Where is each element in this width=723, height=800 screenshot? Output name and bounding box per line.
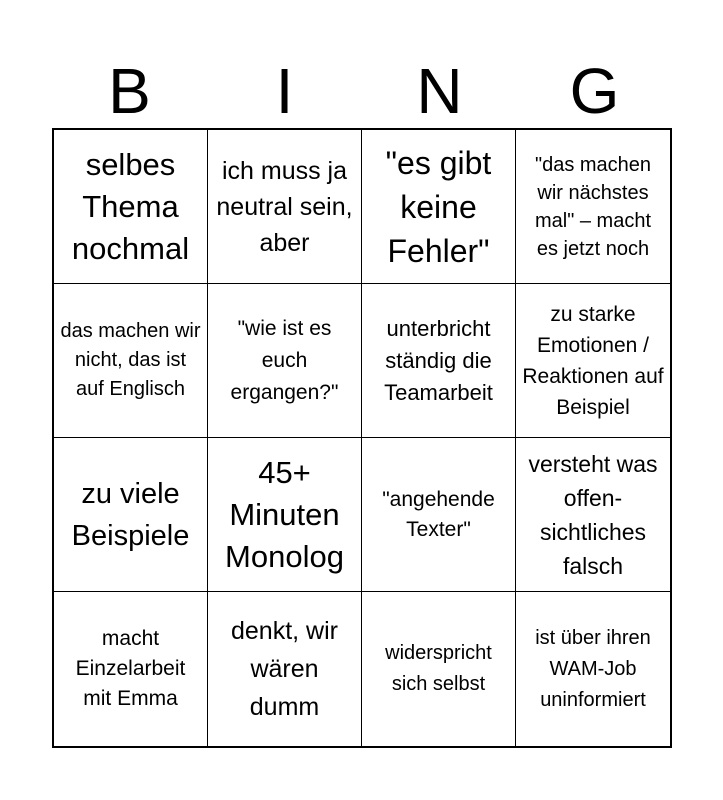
bingo-cell[interactable] — [516, 284, 670, 438]
bingo-cell[interactable] — [208, 284, 362, 438]
cell-text: zu viele Beispiele — [71, 477, 190, 552]
bingo-cell[interactable] — [208, 592, 362, 746]
cell-text: denkt, wir wären dumm — [231, 617, 338, 721]
cell-text: widerspricht sich selbst — [385, 642, 492, 695]
cell-text: unterbricht ständig die Teamarbeit — [384, 315, 493, 405]
cell-text: "es gibt keine Fehler" — [385, 144, 492, 269]
bingo-cell[interactable] — [362, 130, 516, 284]
header-letter-b: B — [108, 55, 151, 127]
header-letter-g: G — [569, 55, 620, 127]
bingo-cell[interactable] — [362, 438, 516, 592]
bingo-cell[interactable] — [54, 130, 208, 284]
bingo-cell[interactable] — [362, 592, 516, 746]
cell-text: "das machen wir nächstes mal" – macht es jetzt noch — [534, 153, 652, 260]
cell-text: zu starke Emotionen / Reaktionen auf Beispiel — [522, 302, 664, 419]
bingo-cell[interactable] — [516, 130, 670, 284]
header-letter-n: N — [416, 55, 463, 127]
bingo-cell[interactable] — [362, 284, 516, 438]
cell-text: "wie ist es euch ergangen?" — [230, 316, 339, 404]
bingo-cell[interactable] — [208, 130, 362, 284]
header-letter-i: I — [275, 55, 294, 127]
cell-text: selbes Thema nochmal — [71, 146, 190, 266]
bingo-cell[interactable] — [54, 284, 208, 438]
bingo-board — [52, 128, 672, 748]
bingo-cell[interactable] — [208, 438, 362, 592]
cell-text: macht Einzelarbeit mit Emma — [75, 627, 186, 710]
cell-text: 45+ Minuten Monolog — [225, 454, 344, 574]
bingo-cell[interactable] — [54, 438, 208, 592]
bingo-cell[interactable] — [516, 438, 670, 592]
cell-text: versteht was offen-sichtliches falsch — [528, 450, 658, 579]
cell-text: ist über ihren WAM-Job uninformiert — [535, 626, 651, 711]
cell-text: ich muss ja neutral sein, aber — [216, 156, 353, 257]
bingo-cell[interactable] — [54, 592, 208, 746]
cell-text: das machen wir nicht, das ist auf Englisch — [60, 320, 201, 400]
bingo-cell[interactable] — [516, 592, 670, 746]
bingo-header — [52, 56, 672, 126]
cell-text: "angehende Texter" — [382, 487, 495, 541]
